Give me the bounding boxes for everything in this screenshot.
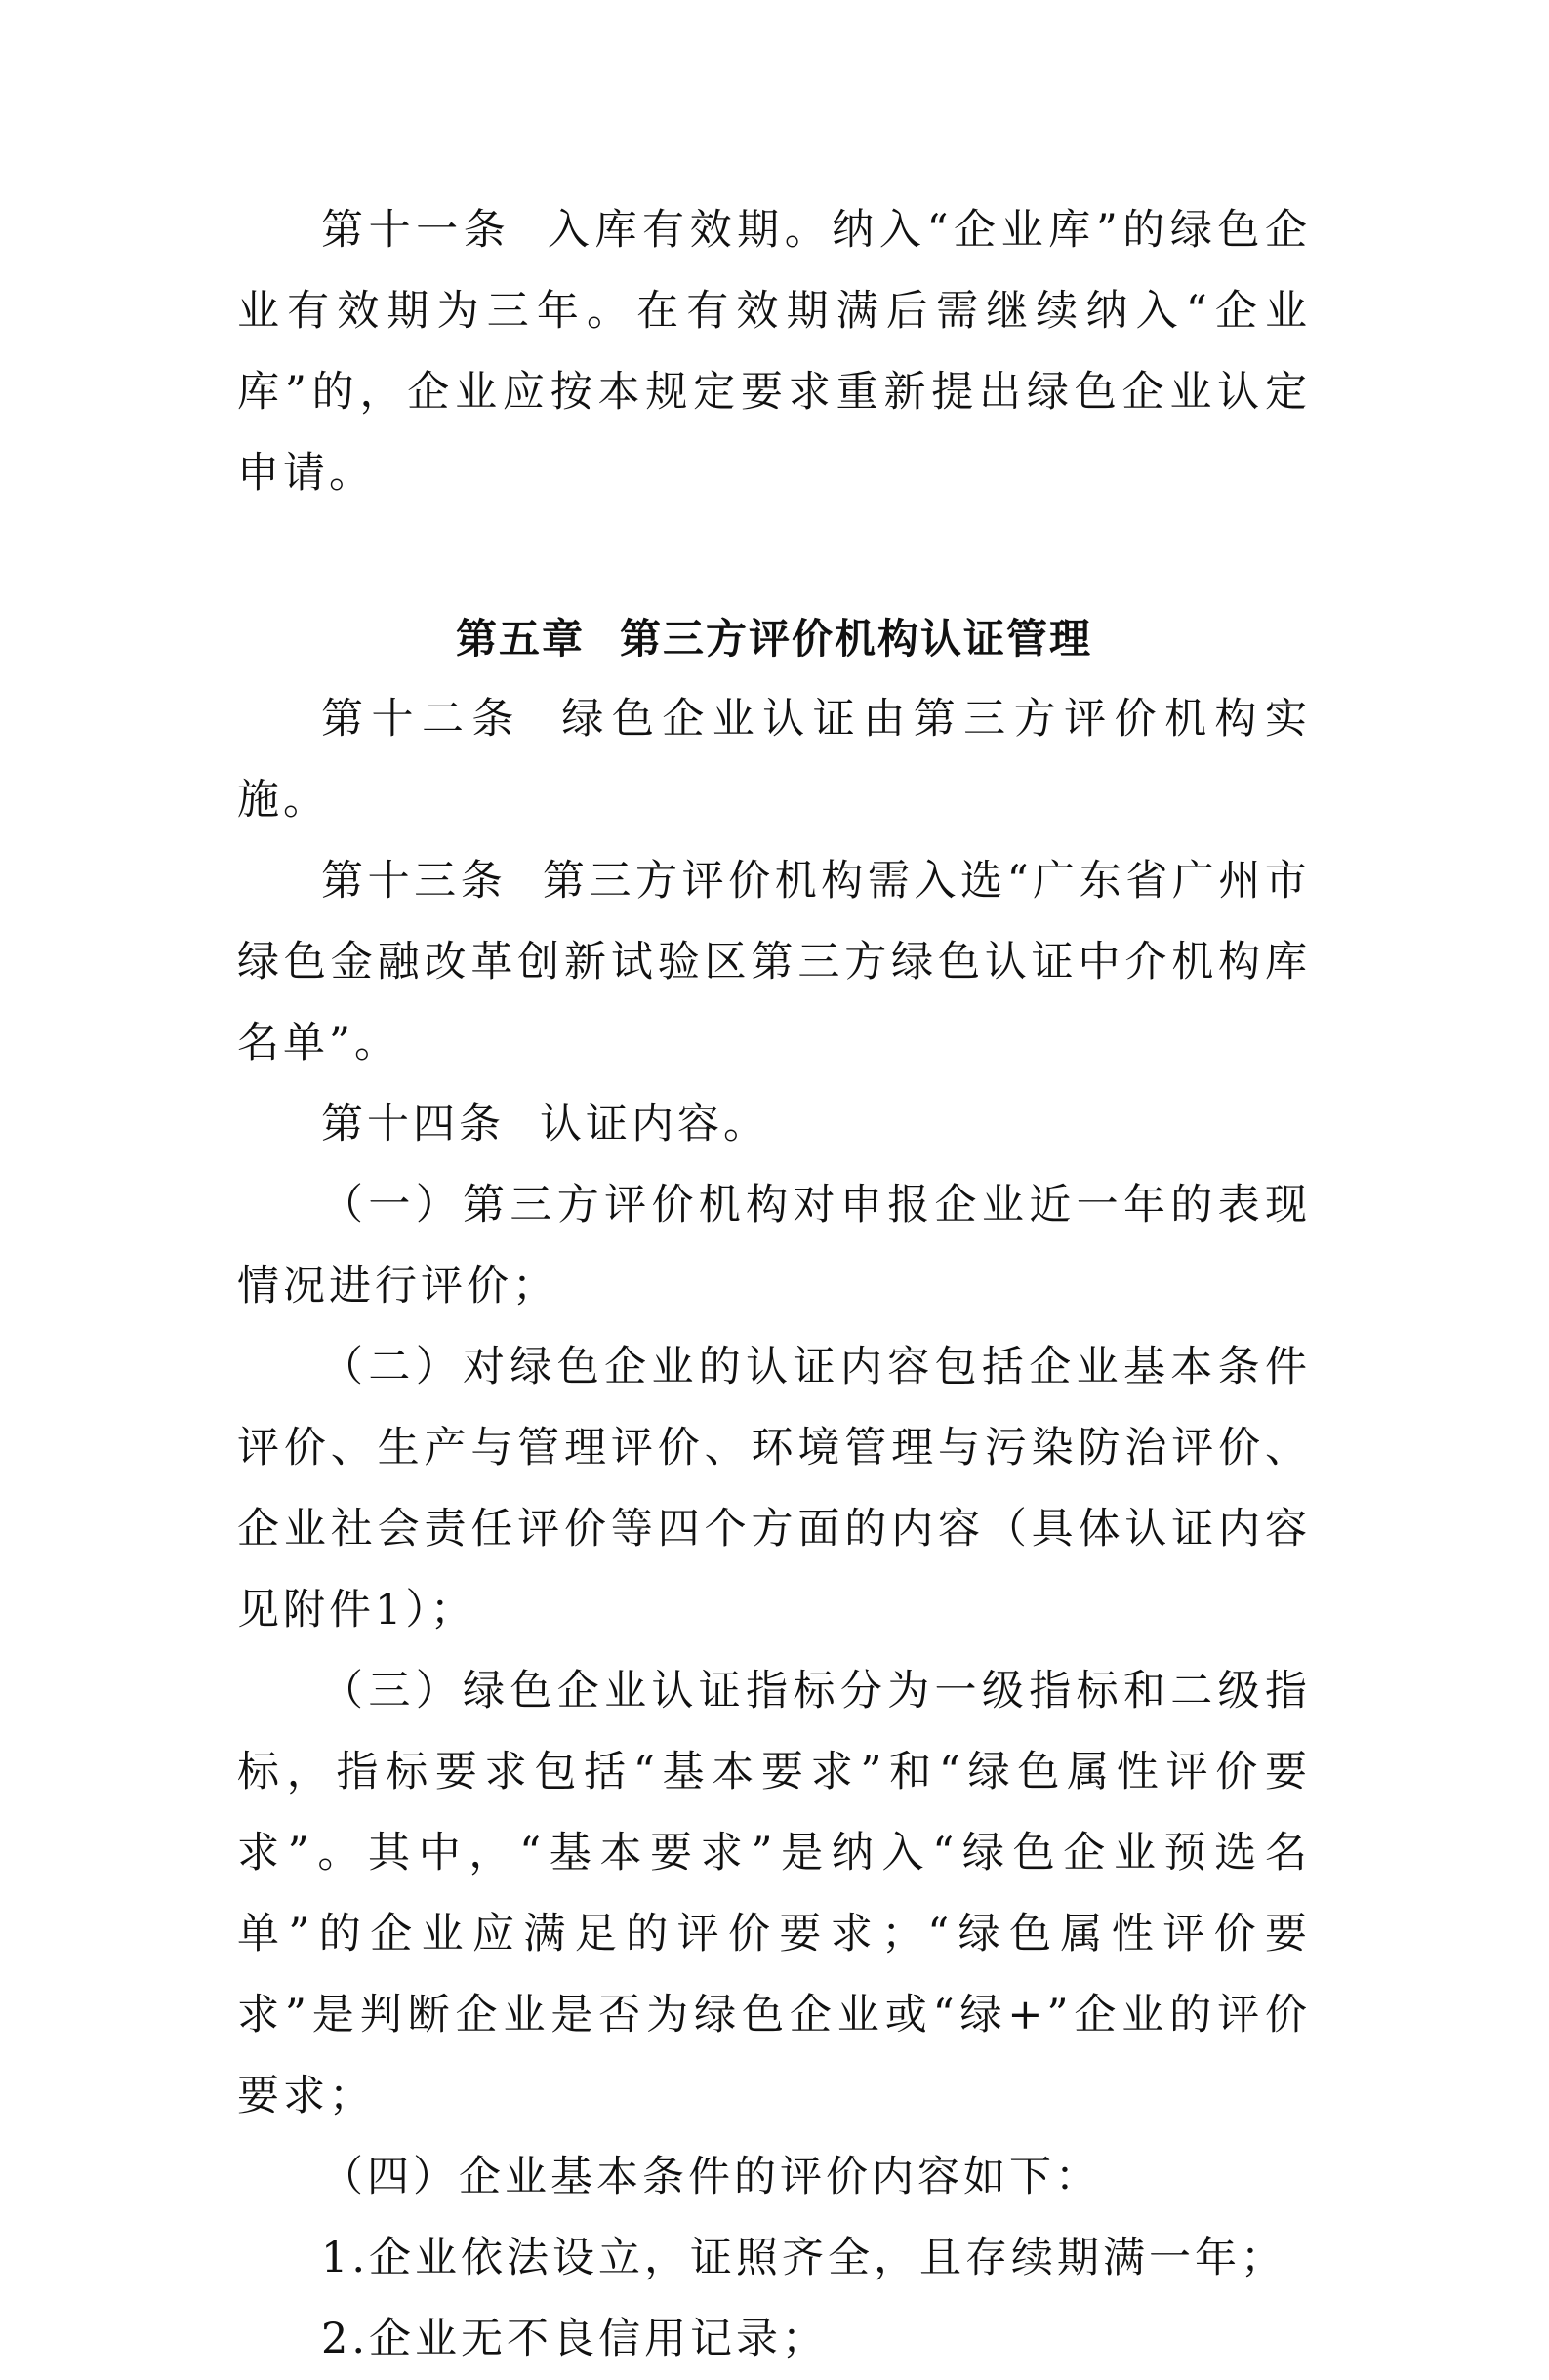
item-paragraph: 1.企业依法设立，证照齐全，且存续期满一年； — [321, 2234, 1287, 2282]
article-11-text: 入库有效期。纳入“企业库”的绿色企业有效期为三年。在有效期满后需继续纳入“企业库”的，企业应按本规定要求重新提出绿色企业认定申请。 — [237, 206, 1312, 498]
article-11 — [237, 190, 1311, 514]
item-paragraph: （一）第三方评价机构对申报企业近一年的表现情况进行评价； — [237, 1181, 1311, 1311]
item-paragraph: （三）绿色企业认证指标分为一级指标和二级指标，指标要求包括“基本要求”和“绿色属性评价要求”。其中，“基本要求”是纳入“绿色企业预选名单”的企业应满足的评价要求；“绿色属性评价要求”是判断企业是否为绿色企业或“绿+”企业的评价要求； — [237, 1667, 1311, 2120]
item-paragraph: （二）对绿色企业的认证内容包括企业基本条件评价、生产与管理评价、环境管理与污染防治评价、企业社会责任评价等四个方面的内容（具体认证内容见附件1）； — [237, 1343, 1311, 1634]
article-13-text: 第三方评价机构需入选“广东省广州市绿色金融改革创新试验区第三方绿色认证中介机构库名单”。 — [237, 857, 1312, 1068]
article-12-label: 第十二条 — [321, 695, 522, 744]
article-13 — [237, 841, 1311, 1084]
article-14-text: 认证内容。 — [540, 1100, 769, 1149]
item-paragraph: 2.企业无不良信用记录； — [321, 2315, 829, 2363]
article-11-label: 第十一条 — [321, 206, 511, 255]
item-paragraph: （四）企业基本条件的评价内容如下： — [321, 2153, 1101, 2201]
document-body — [237, 190, 1311, 2380]
article-13-label: 第十三条 — [321, 857, 508, 906]
article-12 — [237, 679, 1311, 841]
chapter-title: 第三方评价机构认证管理 — [620, 615, 1093, 663]
section-gap — [237, 514, 1311, 598]
article-12-text: 绿色企业认证由第三方评价机构实施。 — [237, 695, 1312, 825]
chapter-label: 第五章 — [455, 615, 585, 663]
article-14-label: 第十四条 — [321, 1100, 505, 1149]
chapter-heading — [237, 598, 1311, 679]
article-14 — [237, 1084, 1311, 1165]
